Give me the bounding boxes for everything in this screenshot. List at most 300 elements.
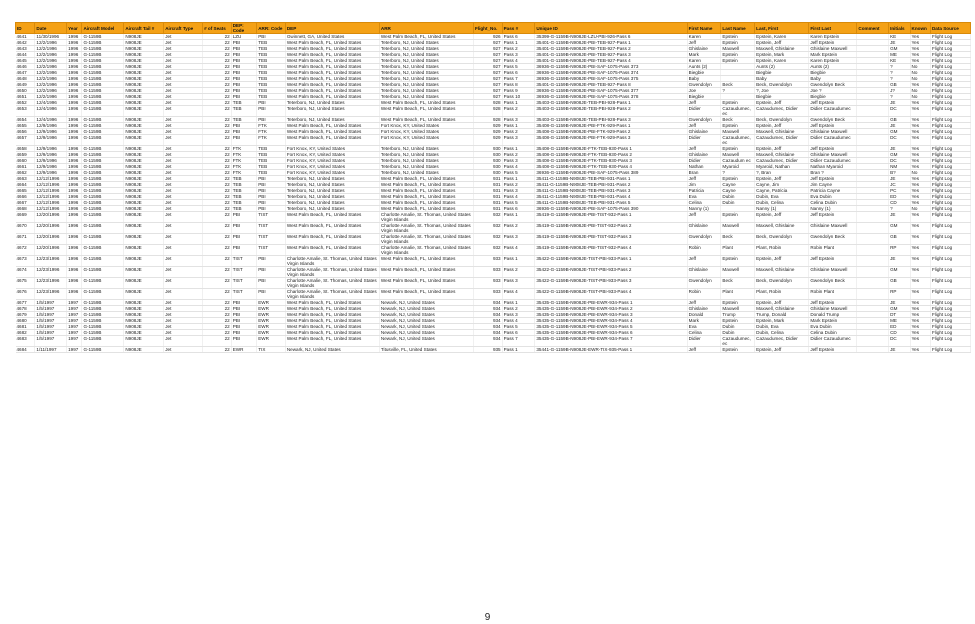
table-cell: N908JE <box>124 330 164 336</box>
table-cell: N908JE <box>124 88 164 94</box>
table-cell: N908JE <box>124 135 164 146</box>
table-row <box>16 347 971 353</box>
table-cell: 1996 <box>67 64 82 70</box>
table-cell: Teterboro, NJ, United States <box>379 64 473 70</box>
table-cell: 22 <box>203 289 232 300</box>
table-cell: West Palm Beach, FL, United States <box>285 64 379 70</box>
table-cell: 4650 <box>16 88 35 94</box>
table-cell: 929 <box>473 123 502 129</box>
table-cell: 35401-G-1159B-N908JE-PBI-TEB-927-Pass 4 <box>535 58 687 64</box>
table-cell <box>857 347 889 353</box>
table-cell: Pass 3 <box>502 234 535 245</box>
table-cell: 35403-G-1159B-N908JE-TEB-PBI-928-Pass 3 <box>535 117 687 123</box>
table-cell: 933 <box>473 256 502 267</box>
table-cell: 927 <box>473 82 502 88</box>
table-cell: FTK <box>257 123 286 129</box>
table-cell: Yes <box>910 312 930 318</box>
table-cell: 35408-G-1159B-N908JE-FTK-TEB-930-Pass 2 <box>535 152 687 158</box>
table-cell: Maxwell, Ghislaine <box>755 129 809 135</box>
table-cell: Yes <box>910 267 930 278</box>
table-cell: 11/30/1996 <box>35 34 67 40</box>
table-cell: TEB <box>257 70 286 76</box>
table-cell: Pass 1 <box>502 212 535 223</box>
table-cell: Aunts (2) <box>809 64 857 70</box>
table-cell: Didier <box>687 135 721 146</box>
table-cell: Jet <box>164 40 203 46</box>
table-cell: Flight Log <box>930 135 970 146</box>
table-cell: G-1159B <box>82 94 124 100</box>
table-cell: G-1159B <box>82 182 124 188</box>
page-number: 9 <box>484 612 491 623</box>
table-cell: PBI <box>231 330 257 336</box>
table-cell: Beck, Gwendolyn <box>755 234 809 245</box>
table-cell: G-1159B <box>82 234 124 245</box>
table-cell: Pass 2 <box>502 267 535 278</box>
column-header: First Name <box>687 23 721 34</box>
table-cell: Jet <box>164 146 203 152</box>
table-cell: Jet <box>164 212 203 223</box>
table-cell: Jeff <box>687 146 721 152</box>
table-cell: Maxwell, Ghislaine <box>755 267 809 278</box>
table-cell: Teterboro, NJ, United States <box>379 152 473 158</box>
table-cell: Flight Log <box>930 194 970 200</box>
table-cell: Fort Knox, KY, United States <box>379 123 473 129</box>
table-cell: 35422-G-1159B-N908JE-TIST-PBI-933-Pass 4 <box>535 289 687 300</box>
table-cell: 22 <box>203 146 232 152</box>
table-cell: Flight Log <box>930 94 970 100</box>
table-cell: Pass 6 <box>502 70 535 76</box>
table-cell: EWR <box>257 300 286 306</box>
table-cell: Jet <box>164 206 203 212</box>
table-cell: Trump, Donald <box>755 312 809 318</box>
table-cell: Jet <box>164 200 203 206</box>
table-cell: Jet <box>164 94 203 100</box>
table-cell: 12/23/1996 <box>35 278 67 289</box>
table-cell: CD <box>889 330 910 336</box>
table-cell: Epstein <box>721 40 755 46</box>
table-cell: G-1159B <box>82 76 124 82</box>
table-cell: Teterboro, NJ, United States <box>379 46 473 52</box>
table-cell: Epstein, Jeff <box>755 100 809 106</box>
table-cell: Jet <box>164 76 203 82</box>
table-cell: 22 <box>203 278 232 289</box>
table-cell: 12/23/1996 <box>35 289 67 300</box>
table-cell: TEB <box>231 194 257 200</box>
table-cell: PBI <box>257 100 286 106</box>
table-row <box>16 256 971 267</box>
table-cell: 22 <box>203 58 232 64</box>
table-cell: Maxwell <box>721 46 755 52</box>
table-cell: 1996 <box>67 278 82 289</box>
table-cell: 927 <box>473 76 502 82</box>
table-cell: Jeff <box>687 176 721 182</box>
table-cell: ? <box>889 76 910 82</box>
table-cell: G-1159B <box>82 158 124 164</box>
table-cell: Beck <box>721 234 755 245</box>
table-cell: N908JE <box>124 312 164 318</box>
table-cell: Epstein, Karen <box>755 34 809 40</box>
table-cell: G-1159B <box>82 170 124 176</box>
table-cell: Jet <box>164 58 203 64</box>
table-cell: N908JE <box>124 212 164 223</box>
table-cell: Biegbie <box>687 70 721 76</box>
table-cell: Charlotte Amalie, St. Thomas, United States Virgin Islands <box>379 223 473 234</box>
table-cell: ?, Joe <box>755 88 809 94</box>
table-cell: Pass 4 <box>502 58 535 64</box>
table-cell: 932 <box>473 212 502 223</box>
table-cell: ME <box>889 52 910 58</box>
table-cell: 934 <box>473 324 502 330</box>
table-cell: DC <box>889 106 910 117</box>
table-cell: West Palm Beach, FL, United States <box>285 324 379 330</box>
table-cell: 933 <box>473 289 502 300</box>
table-cell: Pass 1 <box>502 123 535 129</box>
table-cell: G-1159B <box>82 164 124 170</box>
table-cell: Jet <box>164 267 203 278</box>
table-cell: PBI <box>231 94 257 100</box>
table-cell <box>857 256 889 267</box>
table-cell: West Palm Beach, FL, United States <box>285 82 379 88</box>
table-cell: Eva <box>687 324 721 330</box>
table-cell: 35408-G-1159B-N908JE-PBI-FTK-929-Pass 3 <box>535 135 687 146</box>
table-cell: 932 <box>473 245 502 256</box>
table-cell: 931 <box>473 206 502 212</box>
table-cell: 934 <box>473 306 502 312</box>
table-cell: West Palm Beach, FL, United States <box>379 200 473 206</box>
table-cell: Flight Log <box>930 336 970 347</box>
table-cell: Pass 3 <box>502 312 535 318</box>
table-cell: 1/5/1997 <box>35 312 67 318</box>
table-cell: West Palm Beach, FL, United States <box>285 129 379 135</box>
column-header: Aircraft Model <box>82 23 124 34</box>
table-cell: Pass 3 <box>502 278 535 289</box>
table-cell: Didier <box>687 106 721 117</box>
table-cell: Flight Log <box>930 289 970 300</box>
table-cell: 1996 <box>67 234 82 245</box>
table-cell: Flight Log <box>930 152 970 158</box>
table-cell: GM <box>889 267 910 278</box>
table-cell: 1997 <box>67 347 82 353</box>
table-cell: G-1159B <box>82 117 124 123</box>
table-cell: 22 <box>203 164 232 170</box>
table-row <box>16 278 971 289</box>
table-cell: 1/5/1997 <box>35 318 67 324</box>
table-cell: 35422-G-1159B-N908JE-TIST-PBI-933-Pass 3 <box>535 278 687 289</box>
table-cell: Maxwell <box>721 223 755 234</box>
table-cell: G-1159B <box>82 135 124 146</box>
table-cell: Fort Knox, KY, United States <box>285 152 379 158</box>
table-cell: Pass 1 <box>502 347 535 353</box>
table-cell: 931 <box>473 176 502 182</box>
table-cell: TEB <box>257 158 286 164</box>
table-cell: FTK <box>231 170 257 176</box>
table-cell: 1996 <box>67 200 82 206</box>
table-cell: Flight Log <box>930 58 970 64</box>
table-cell: PBI <box>231 336 257 347</box>
table-cell: Jet <box>164 318 203 324</box>
table-cell: N908JE <box>124 129 164 135</box>
table-cell: KE <box>889 34 910 40</box>
table-cell: 4681 <box>16 324 35 330</box>
table-cell: Epstein <box>721 58 755 64</box>
table-cell: 1996 <box>67 164 82 170</box>
table-cell: PBI <box>257 176 286 182</box>
table-cell: Teterboro, NJ, United States <box>285 194 379 200</box>
table-cell: FTK <box>231 158 257 164</box>
table-cell: EWR <box>257 318 286 324</box>
table-cell: West Palm Beach, FL, United States <box>285 223 379 234</box>
table-cell: Ghislaine Maxwell <box>809 152 857 158</box>
table-cell: 35422-G-1159B-N908JE-TIST-PBI-933-Pass 1 <box>535 256 687 267</box>
table-cell: 934 <box>473 330 502 336</box>
table-cell: 12/2/1996 <box>35 58 67 64</box>
table-cell: Jeff <box>687 40 721 46</box>
table-cell: Epstein <box>721 256 755 267</box>
table-cell: B? <box>889 170 910 176</box>
table-cell: 934 <box>473 336 502 347</box>
table-cell: Flight Log <box>930 170 970 176</box>
table-cell: PBI <box>231 223 257 234</box>
table-cell: Flight Log <box>930 330 970 336</box>
table-cell: West Palm Beach, FL, United States <box>379 188 473 194</box>
table-cell: Mark Epstein <box>809 52 857 58</box>
table-cell: ?, Bran <box>755 170 809 176</box>
table-cell: Gwendolyn <box>687 234 721 245</box>
table-cell: 12/4/1996 <box>35 100 67 106</box>
table-cell: Yes <box>910 200 930 206</box>
table-cell: Gwendolyn Beck <box>809 117 857 123</box>
table-cell: Fort Knox, KY, United States <box>379 135 473 146</box>
table-cell: 12/2/1996 <box>35 70 67 76</box>
table-cell: G-1159B <box>82 245 124 256</box>
table-cell: G-1159B <box>82 330 124 336</box>
table-cell: West Palm Beach, FL, United States <box>285 135 379 146</box>
table-cell: Epstein, Mark <box>755 318 809 324</box>
table-cell: Jeff Epstein <box>809 300 857 306</box>
table-cell: 928 <box>473 106 502 117</box>
table-cell: GM <box>889 152 910 158</box>
table-cell <box>857 336 889 347</box>
table-cell: Epstein <box>721 146 755 152</box>
table-cell: Jet <box>164 34 203 40</box>
table-cell: Pass 1 <box>502 176 535 182</box>
table-cell: Yes <box>910 34 930 40</box>
table-cell: TEB <box>257 46 286 52</box>
table-cell: Teterboro, NJ, United States <box>285 100 379 106</box>
column-header: ID <box>16 23 35 34</box>
table-cell: 35435-G-1159B-N908JE-PBI-EWR-934-Pass 4 <box>535 318 687 324</box>
table-row <box>16 106 971 117</box>
table-cell: Epstein <box>721 300 755 306</box>
table-cell: 12/9/1996 <box>35 152 67 158</box>
table-cell: 22 <box>203 106 232 117</box>
table-cell: Epstein, Jeff <box>755 212 809 223</box>
table-cell: Jet <box>164 46 203 52</box>
table-cell: 12/9/1996 <box>35 146 67 152</box>
table-cell: 22 <box>203 34 232 40</box>
table-cell: Cazaudum ec <box>721 158 755 164</box>
table-cell: 4658 <box>16 146 35 152</box>
table-cell: Jeff Epstein <box>809 146 857 152</box>
table-cell: Teterboro, NJ, United States <box>379 88 473 94</box>
table-cell: PC <box>889 188 910 194</box>
table-cell: 1997 <box>67 318 82 324</box>
table-cell: Pass 4 <box>502 245 535 256</box>
table-cell: Jet <box>164 117 203 123</box>
table-cell: GM <box>889 46 910 52</box>
table-cell: West Palm Beach, FL, United States <box>285 312 379 318</box>
table-cell: Robin Plant <box>809 289 857 300</box>
table-cell: N908JE <box>124 188 164 194</box>
table-cell: 22 <box>203 129 232 135</box>
table-cell: N908JE <box>124 34 164 40</box>
table-cell: PBI <box>257 188 286 194</box>
table-cell: Pass 5 <box>502 200 535 206</box>
table-cell: Robin <box>687 245 721 256</box>
table-cell: West Palm Beach, FL, United States <box>285 52 379 58</box>
table-cell: 4672 <box>16 245 35 256</box>
table-cell: 4667 <box>16 200 35 206</box>
table-cell: Gwinnett, GA, United States <box>285 34 379 40</box>
column-header: Last, First <box>755 23 809 34</box>
table-cell: TIST <box>257 234 286 245</box>
table-cell: West Palm Beach, FL, United States <box>285 46 379 52</box>
table-cell: 4682 <box>16 330 35 336</box>
table-cell: 4673 <box>16 256 35 267</box>
table-cell: PBI <box>231 312 257 318</box>
table-cell: 4642 <box>16 40 35 46</box>
table-cell: G-1159B <box>82 206 124 212</box>
table-cell: Titusville, FL, United States <box>379 347 473 353</box>
column-header: Aircraft Tail # <box>124 23 164 34</box>
table-cell: Charlotte Amalie, St. Thomas, United States Virgin Islands <box>285 256 379 267</box>
table-cell: Epstein <box>721 347 755 353</box>
table-cell: TIX <box>257 347 286 353</box>
table-cell: Fort Knox, KY, United States <box>285 170 379 176</box>
table-cell: Celina Dubin <box>809 200 857 206</box>
table-cell: Yes <box>910 46 930 52</box>
table-cell: Dubin, Celina <box>755 200 809 206</box>
table-cell: Yes <box>910 40 930 46</box>
table-cell: Yes <box>910 256 930 267</box>
table-cell: TEB <box>231 117 257 123</box>
table-cell: Pass 2 <box>502 46 535 52</box>
table-cell: Yes <box>910 82 930 88</box>
table-cell: Teterboro, NJ, United States <box>285 117 379 123</box>
table-cell: 22 <box>203 52 232 58</box>
table-cell: Charlotte Amalie, St. Thomas, United States Virgin Islands <box>285 289 379 300</box>
table-cell: 4657 <box>16 135 35 146</box>
table-cell: Pass 1 <box>502 300 535 306</box>
table-cell: TEB <box>257 82 286 88</box>
table-cell: N908JE <box>124 117 164 123</box>
table-cell: 12/4/1996 <box>35 106 67 117</box>
table-cell: G-1159B <box>82 289 124 300</box>
table-cell: N908JE <box>124 278 164 289</box>
table-cell: 35411-G-1159B-N908JE-TEB-PBI-931-Pass 1 <box>535 176 687 182</box>
table-cell: Pass 1 <box>502 256 535 267</box>
table-cell: Celina Dubin <box>809 330 857 336</box>
table-cell: 933 <box>473 278 502 289</box>
table-cell: Jet <box>164 70 203 76</box>
table-cell: Flight Log <box>930 40 970 46</box>
table-cell: West Palm Beach, FL, United States <box>285 330 379 336</box>
table-cell: Teterboro, NJ, United States <box>285 176 379 182</box>
table-cell: Pass 1 <box>502 146 535 152</box>
table-cell: 22 <box>203 82 232 88</box>
table-cell: 934 <box>473 312 502 318</box>
table-cell: Teterboro, NJ, United States <box>379 58 473 64</box>
table-cell: Newark, NJ, United States <box>379 336 473 347</box>
table-cell: 22 <box>203 152 232 158</box>
table-cell: Karen <box>687 58 721 64</box>
table-cell: Charlotte Amalie, St. Thomas, United States Virgin Islands <box>379 245 473 256</box>
table-cell: 12/12/1996 <box>35 182 67 188</box>
table-cell: 4649 <box>16 82 35 88</box>
table-cell: Beck, Gwendolyn <box>755 117 809 123</box>
table-cell: Maxwell, Ghislaine <box>755 152 809 158</box>
table-cell: 1996 <box>67 289 82 300</box>
table-cell: 12/2/1996 <box>35 64 67 70</box>
table-cell: 35419-G-1159B-N908JE-PBI-TIST-932-Pass 2 <box>535 223 687 234</box>
table-cell: Didier <box>687 158 721 164</box>
table-cell: Jet <box>164 278 203 289</box>
table-cell: Biegbie <box>687 94 721 100</box>
table-cell: Flight Log <box>930 76 970 82</box>
table-cell: Jeff <box>687 347 721 353</box>
table-cell: PBI <box>231 82 257 88</box>
table-cell: G-1159B <box>82 318 124 324</box>
table-cell: G-1159B <box>82 129 124 135</box>
table-cell: 22 <box>203 170 232 176</box>
table-cell: Pass 4 <box>502 164 535 170</box>
table-cell: Flight Log <box>930 82 970 88</box>
table-cell: 4646 <box>16 64 35 70</box>
table-cell: JE <box>889 146 910 152</box>
table-cell: Ghislaine <box>687 223 721 234</box>
table-cell: Jet <box>164 194 203 200</box>
table-cell: 1996 <box>67 46 82 52</box>
table-cell: 927 <box>473 88 502 94</box>
table-cell: ED <box>889 324 910 330</box>
table-cell: 927 <box>473 64 502 70</box>
table-cell: Pass 9 <box>502 88 535 94</box>
table-cell: Gwendolyn <box>687 82 721 88</box>
table-cell: Dubin <box>721 330 755 336</box>
table-cell: Jim <box>687 182 721 188</box>
table-cell: Yes <box>910 135 930 146</box>
table-cell: 935 <box>473 347 502 353</box>
table-cell: 1997 <box>67 300 82 306</box>
table-cell: Yes <box>910 300 930 306</box>
table-cell: JE <box>889 100 910 106</box>
table-cell: 12/4/1996 <box>35 117 67 123</box>
table-cell: 929 <box>473 129 502 135</box>
table-cell: 22 <box>203 46 232 52</box>
table-cell: 4652 <box>16 100 35 106</box>
table-cell: Plant <box>721 245 755 256</box>
table-cell: Dubin <box>721 324 755 330</box>
table-cell: Yes <box>910 129 930 135</box>
table-cell: TEB <box>257 94 286 100</box>
table-cell: Jim Cayne <box>809 182 857 188</box>
table-cell: 927 <box>473 46 502 52</box>
table-cell: N908JE <box>124 234 164 245</box>
table-cell: G-1159B <box>82 34 124 40</box>
table-cell: West Palm Beach, FL, United States <box>285 300 379 306</box>
table-cell: GM <box>889 223 910 234</box>
table-cell: TEB <box>257 76 286 82</box>
